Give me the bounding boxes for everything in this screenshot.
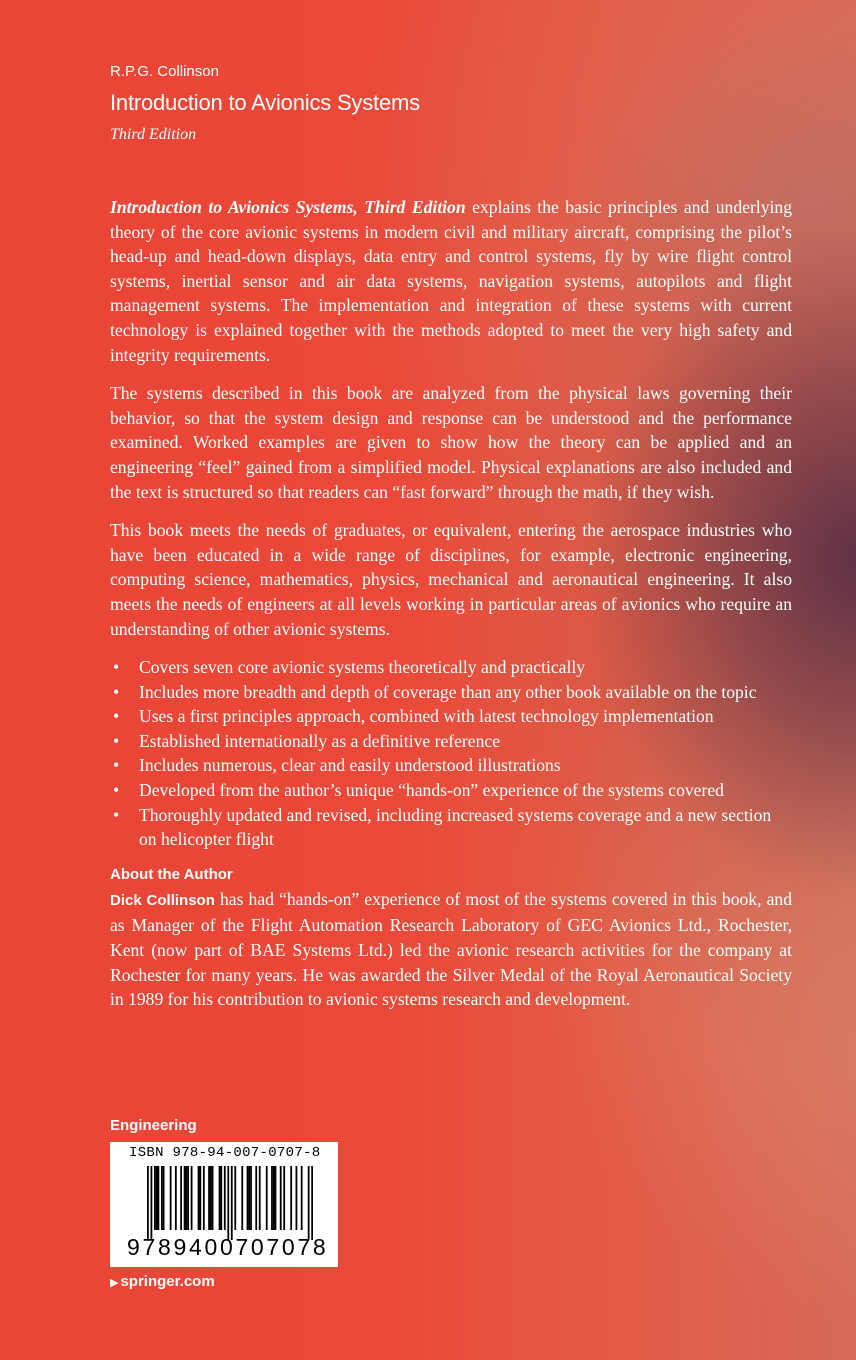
barcode-bar — [234, 1166, 236, 1230]
barcode-bars — [147, 1166, 313, 1240]
barcode-bar — [163, 1166, 165, 1230]
barcode-bar — [150, 1166, 152, 1240]
barcode-bar — [280, 1166, 282, 1230]
barcode-bar — [231, 1166, 233, 1240]
description-paragraph-3: This book meets the needs of graduates, or equivalent, entering the aerospace industries who have been educated in a wide range of disciplines, for example, electronic engineering, computing science, mathematics, physics, mechanical and aeronautical engineering. It also meets the needs of engineers at all levels working in particular areas of avionics who require an understanding of other avionic systems. — [110, 520, 792, 639]
feature-item: • Established internationally as a definitive reference — [110, 729, 792, 754]
barcode-bar — [301, 1166, 303, 1230]
feature-item: • Uses a first principles approach, combined with latest technology implementation — [110, 704, 792, 729]
barcode-bar — [227, 1166, 229, 1240]
about-author-text — [110, 887, 792, 1012]
barcode-bar — [161, 1166, 163, 1230]
barcode-bar — [255, 1166, 257, 1230]
barcode-bar — [198, 1166, 200, 1230]
barcode-bar — [212, 1166, 214, 1230]
subject-category: Engineering — [110, 1117, 197, 1134]
barcode-bar — [156, 1166, 158, 1230]
barcode-bar — [208, 1166, 210, 1230]
barcode-bar — [199, 1166, 201, 1230]
barcode-bar — [180, 1166, 182, 1230]
barcode — [110, 1142, 338, 1267]
barcode-bar — [220, 1166, 222, 1230]
barcode-bar — [170, 1166, 172, 1230]
barcode-bar — [203, 1166, 205, 1230]
description-paragraph-1 — [110, 195, 792, 367]
author-bio-name: Dick Collinson — [110, 891, 215, 909]
edition-label: Third Edition — [110, 126, 197, 143]
barcode-bar — [154, 1166, 156, 1230]
barcode-bar — [283, 1166, 285, 1230]
barcode-bar — [147, 1166, 149, 1240]
author-bio: has had “hands-on” experience of most of the systems covered in this book, and as Manager of the Flight Automation Research Laboratory of GEC Avionics Ltd., Rochester, Kent (now part of BAE Systems Ltd.) led the avionic research activities for the company at Rochester for many years. He was awarded the Silver Medal of the Royal Aeronautical Society in 1989 for his contribution to avionic systems research and development. — [110, 888, 792, 1010]
barcode-bar — [184, 1166, 186, 1230]
author-name: R.P.G. Collinson — [110, 63, 219, 80]
barcode-bar — [250, 1166, 252, 1230]
feature-item: • Includes more breadth and depth of coverage than any other book available on the topic — [110, 680, 792, 705]
feature-item: • Thoroughly updated and revised, including increased systems coverage and a new section on helicopter flight — [110, 803, 792, 852]
feature-item: • Includes numerous, clear and easily understood illustrations — [110, 753, 792, 778]
ean-digits: 9789400707078 — [127, 1234, 329, 1260]
barcode-bar — [275, 1166, 277, 1230]
publisher-url: springer.com — [120, 1273, 215, 1290]
barcode-bar — [210, 1166, 212, 1230]
book-title: Introduction to Avionics Systems — [110, 90, 420, 115]
barcode-bar — [191, 1166, 193, 1230]
barcode-bar — [241, 1166, 243, 1230]
barcode-bar — [187, 1166, 189, 1230]
barcode-bar — [271, 1166, 273, 1230]
barcode-bar — [224, 1166, 226, 1230]
publisher-link[interactable] — [110, 1273, 215, 1290]
barcode-bar — [219, 1166, 221, 1230]
barcode-bar — [175, 1166, 177, 1230]
isbn-label: ISBN 978-94-007-0707-8 — [129, 1145, 321, 1161]
play-arrow-icon: ▶ — [110, 1277, 119, 1289]
barcode-bar — [266, 1166, 268, 1230]
description-title: Introduction to Avionics Systems, Third Edition — [110, 197, 466, 217]
feature-list — [110, 655, 792, 852]
barcode-bar — [273, 1166, 275, 1230]
barcode-bar — [157, 1166, 159, 1230]
barcode-bar — [311, 1166, 313, 1240]
back-cover-text — [110, 195, 792, 1026]
barcode-bar — [259, 1166, 261, 1230]
barcode-bar — [308, 1166, 310, 1240]
barcode-bar — [185, 1166, 187, 1230]
feature-item: • Covers seven core avionic systems theoretically and practically — [110, 655, 792, 680]
barcode-bar — [247, 1166, 249, 1230]
description-intro: explains the basic principles and underlying theory of the core avionic systems in modern civil and military aircraft, comprising the pilot’s head-up and head-down displays, data entry and control systems, fly by wire flight control systems, inertial sensor and air data systems, navigation systems, autopilots and flight management systems. The implementation and integration of these systems with current technology is explained together with the methods adopted to meet the very high safety and integrity requirements. — [110, 197, 792, 365]
feature-item: • Developed from the author’s unique “hands-on” experience of the systems covered — [110, 778, 792, 803]
description-paragraph-2: The systems described in this book are analyzed from the physical laws governing their behavior, so that the system design and response can be understood and the performance examined. Worked examples are given to show how the theory can be applied and an engineering “feel” gained from a simplified model. Physical explanations are also included and the text is structured so that readers can “fast forward” through the math, if they wish. — [110, 383, 792, 502]
barcode-bar — [248, 1166, 250, 1230]
barcode-bar — [296, 1166, 298, 1230]
about-author-heading: About the Author — [110, 865, 233, 883]
barcode-bar — [290, 1166, 292, 1230]
